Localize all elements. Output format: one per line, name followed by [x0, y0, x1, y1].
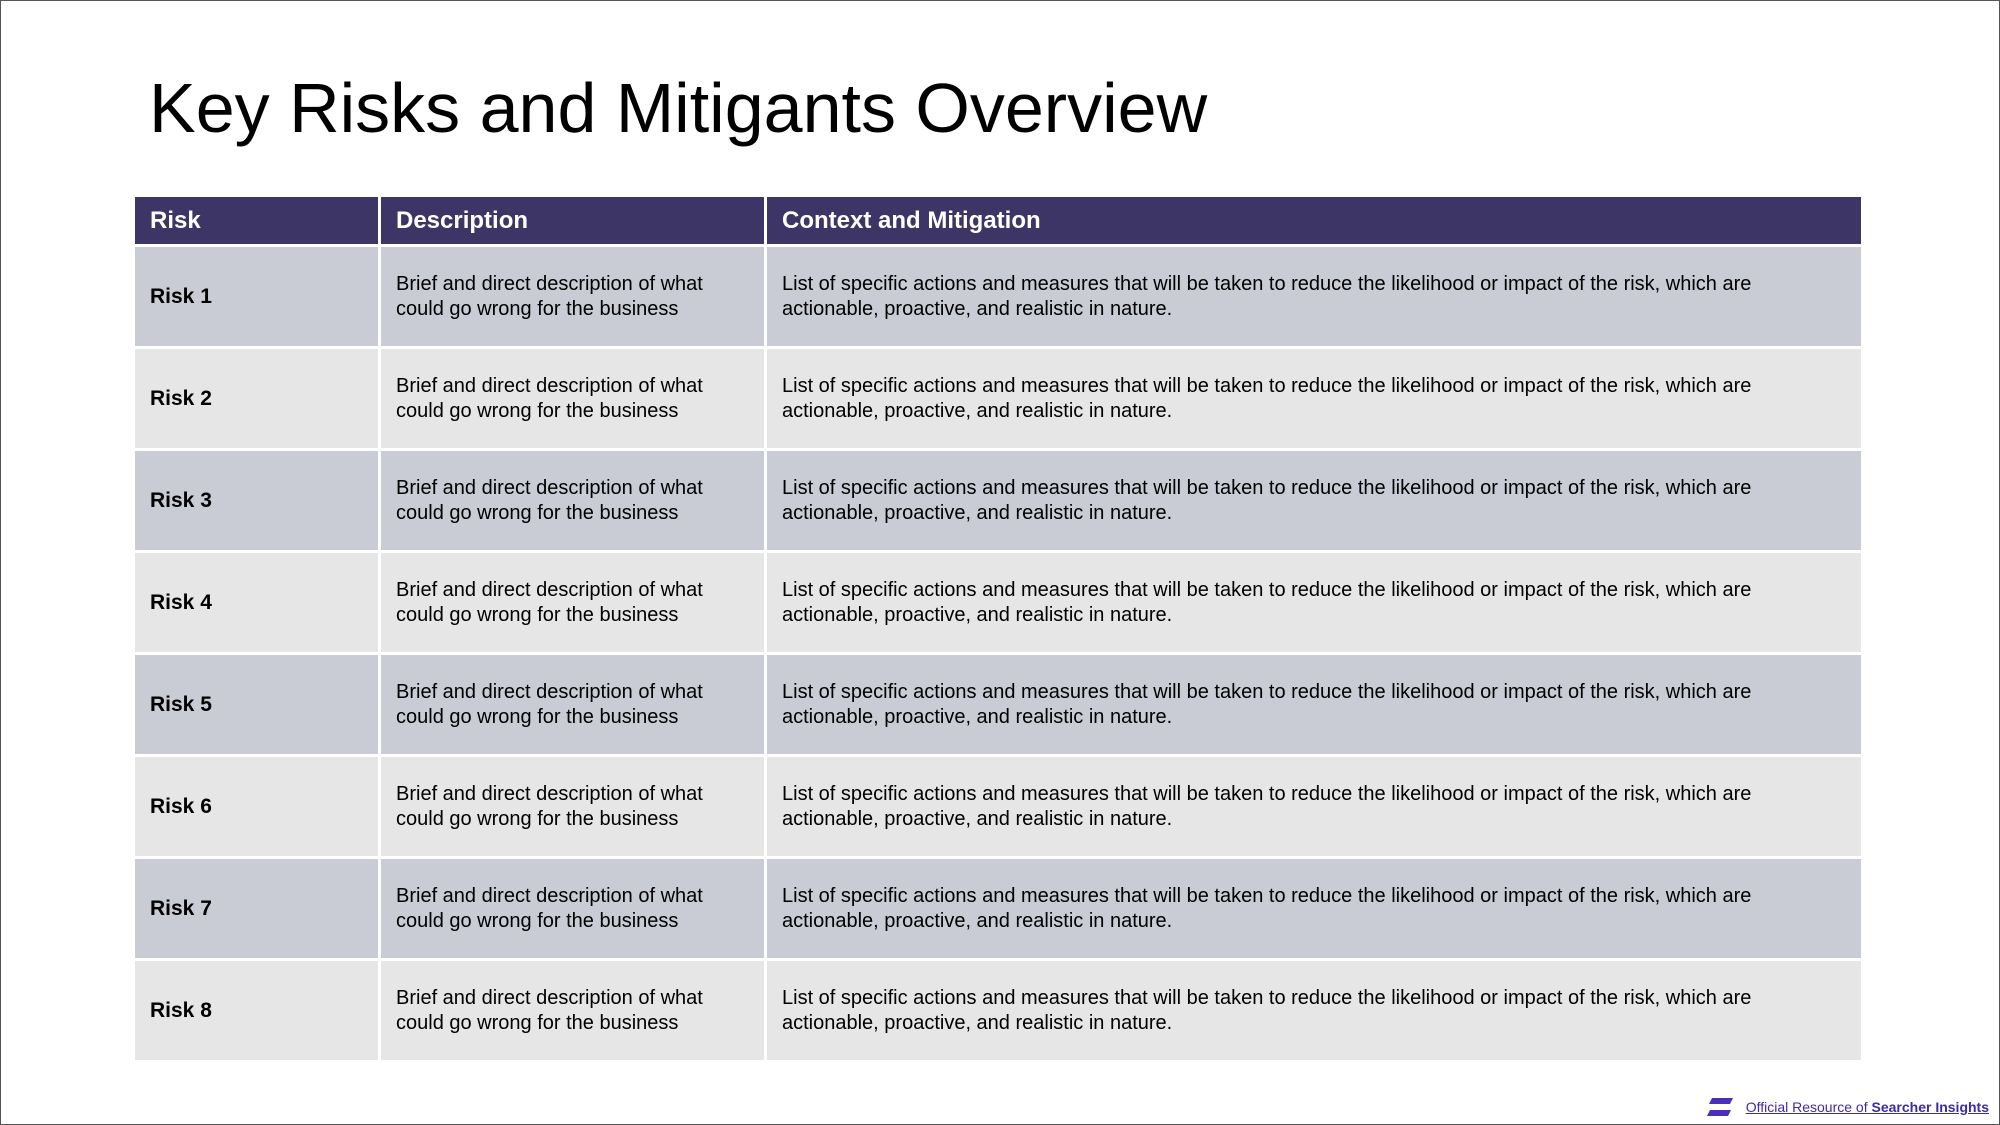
official-resource-link[interactable]	[1746, 1099, 1989, 1115]
description-cell: Brief and direct description of what could go wrong for the business	[381, 553, 764, 652]
mitigation-cell: List of specific actions and measures that will be taken to reduce the likelihood or impact of the risk, which are actionable, proactive, and realistic in nature.	[767, 349, 1861, 448]
column-header-description: Description	[381, 197, 764, 244]
slide-title: Key Risks and Mitigants Overview	[149, 69, 1208, 147]
risk-name-cell: Risk 3	[135, 451, 378, 550]
table-row	[135, 859, 1861, 958]
description-cell: Brief and direct description of what could go wrong for the business	[381, 247, 764, 346]
mitigation-cell: List of specific actions and measures that will be taken to reduce the likelihood or impact of the risk, which are actionable, proactive, and realistic in nature.	[767, 757, 1861, 856]
risk-name-cell: Risk 5	[135, 655, 378, 754]
table-row	[135, 451, 1861, 550]
risks-table	[132, 194, 1864, 1063]
table-row	[135, 757, 1861, 856]
table-row	[135, 961, 1861, 1060]
description-cell: Brief and direct description of what could go wrong for the business	[381, 451, 764, 550]
table-row	[135, 655, 1861, 754]
mitigation-cell: List of specific actions and measures that will be taken to reduce the likelihood or impact of the risk, which are actionable, proactive, and realistic in nature.	[767, 859, 1861, 958]
risk-name-cell: Risk 4	[135, 553, 378, 652]
mitigation-cell: List of specific actions and measures that will be taken to reduce the likelihood or impact of the risk, which are actionable, proactive, and realistic in nature.	[767, 655, 1861, 754]
risk-name-cell: Risk 6	[135, 757, 378, 856]
table-row	[135, 349, 1861, 448]
table-row	[135, 553, 1861, 652]
footer-attribution	[1706, 1096, 1989, 1118]
risk-name-cell: Risk 2	[135, 349, 378, 448]
searcher-insights-logo-icon	[1706, 1096, 1734, 1118]
risk-name-cell: Risk 7	[135, 859, 378, 958]
column-header-risk: Risk	[135, 197, 378, 244]
mitigation-cell: List of specific actions and measures that will be taken to reduce the likelihood or impact of the risk, which are actionable, proactive, and realistic in nature.	[767, 451, 1861, 550]
mitigation-cell: List of specific actions and measures that will be taken to reduce the likelihood or impact of the risk, which are actionable, proactive, and realistic in nature.	[767, 961, 1861, 1060]
mitigation-cell: List of specific actions and measures that will be taken to reduce the likelihood or impact of the risk, which are actionable, proactive, and realistic in nature.	[767, 553, 1861, 652]
mitigation-cell: List of specific actions and measures that will be taken to reduce the likelihood or impact of the risk, which are actionable, proactive, and realistic in nature.	[767, 247, 1861, 346]
table-header-row	[135, 197, 1861, 244]
risk-name-cell: Risk 1	[135, 247, 378, 346]
footer-brand: Searcher Insights	[1871, 1099, 1989, 1115]
footer-prefix: Official Resource of	[1745, 1099, 1872, 1115]
description-cell: Brief and direct description of what could go wrong for the business	[381, 961, 764, 1060]
table-row	[135, 247, 1861, 346]
description-cell: Brief and direct description of what could go wrong for the business	[381, 757, 764, 856]
column-header-context-mitigation: Context and Mitigation	[767, 197, 1861, 244]
description-cell: Brief and direct description of what could go wrong for the business	[381, 349, 764, 448]
description-cell: Brief and direct description of what could go wrong for the business	[381, 655, 764, 754]
risk-name-cell: Risk 8	[135, 961, 378, 1060]
description-cell: Brief and direct description of what could go wrong for the business	[381, 859, 764, 958]
